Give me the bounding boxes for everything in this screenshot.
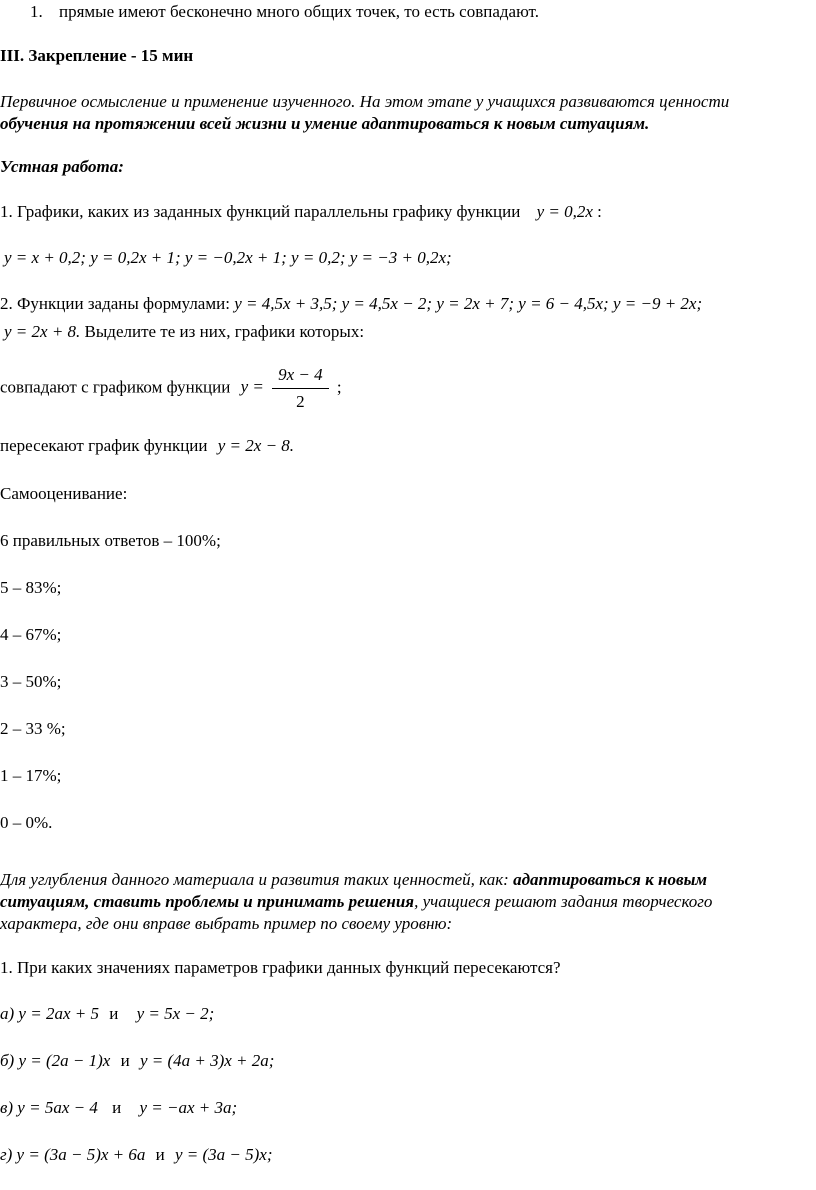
param-item-label: в) [0, 1098, 14, 1117]
task1-functions: y = x + 0,2; y = 0,2x + 1; y = −0,2x + 1; y = 0,2; y = −3 + 0,2x; [4, 248, 452, 267]
param-item [0, 1145, 273, 1165]
task1-formula: y = 0,2x [536, 202, 593, 221]
task2-formula-last: y = 2x + 8. [4, 322, 81, 341]
intro-paragraph-line1: Первичное осмысление и применение изученного. На этом этапе у учащихся развиваются ценности [0, 92, 730, 111]
deepening-line1 [0, 870, 707, 890]
task1-line [0, 202, 602, 222]
coincide-text: совпадают с графиком функции [0, 377, 235, 397]
self-assessment-item: 4 – 67%; [0, 625, 62, 644]
param-task: 1. При каких значениях параметров графики данных функций пересекаются? [0, 958, 561, 977]
intro-paragraph-line2: обучения на протяжении всей жизни и умение адаптироваться к новым ситуациям. [0, 114, 650, 133]
deepening-line2 [0, 892, 712, 912]
task2-line1 [0, 294, 702, 314]
task1-text: 1. Графики, каких из заданных функций параллельны графику функции [0, 202, 525, 221]
self-assessment-heading: Самооценивание: [0, 484, 128, 503]
fraction-numerator: 9x − 4 [272, 364, 329, 389]
param-item-and: и [155, 1145, 165, 1164]
param-item-f1: y = (2a − 1)x [18, 1051, 111, 1070]
task2-line2 [4, 322, 364, 342]
intersect-text: пересекают график функции [0, 436, 212, 455]
task1-end: : [597, 202, 602, 221]
self-assessment-item: 3 – 50%; [0, 672, 62, 691]
param-item-f1: y = (3a − 5)x + 6a [16, 1145, 146, 1164]
deepening-text: , учащиеся решают задания творческого [414, 892, 713, 911]
param-item-f2: y = −ax + 3a; [139, 1098, 238, 1117]
deepening-text: Для углубления данного материала и развития таких ценностей, как: [0, 870, 514, 889]
intro-item-text: прямые имеют бесконечно много общих точек, то есть совпадают. [59, 2, 539, 21]
param-item [0, 1051, 274, 1071]
param-item [0, 1004, 214, 1024]
param-item-f2: y = 5x − 2; [136, 1004, 215, 1023]
param-item-label: а) [0, 1004, 15, 1023]
coincide-fraction [272, 364, 329, 413]
deepening-bold: ситуациям, ставить проблемы и принимать решения [0, 892, 415, 911]
self-assessment-item: 0 – 0%. [0, 813, 53, 832]
self-assessment-item: 5 – 83%; [0, 578, 62, 597]
self-assessment-item: 1 – 17%; [0, 766, 62, 785]
coincide-line [0, 364, 342, 413]
intersect-line [0, 436, 294, 456]
oral-work-heading: Устная работа: [0, 157, 124, 176]
param-item-and: и [120, 1051, 130, 1070]
intersect-formula: y = 2x − 8. [217, 436, 295, 455]
section-heading: III. Закрепление - 15 мин [0, 46, 194, 65]
task2-formulas: y = 4,5x + 3,5; y = 4,5x − 2; y = 2x + 7; y = 6 − 4,5x; y = −9 + 2x; [234, 294, 703, 313]
fraction-denominator: 2 [296, 392, 305, 411]
task2-text: 2. Функции заданы формулами: [0, 294, 235, 313]
deepening-line3: характера, где они вправе выбрать пример по своему уровню: [0, 914, 453, 933]
param-item-label: б) [0, 1051, 15, 1070]
param-item-f1: y = 5ax − 4 [17, 1098, 98, 1117]
param-item-and: и [112, 1098, 122, 1117]
intro-list-item [30, 2, 539, 22]
param-item-label: г) [0, 1145, 13, 1164]
param-item-and: и [109, 1004, 119, 1023]
param-item-f2: y = (4a + 3)x + 2a; [139, 1051, 275, 1070]
task2-line2-text: Выделите те из них, графики которых: [84, 322, 365, 341]
self-assessment-item: 2 – 33 %; [0, 719, 66, 738]
intro-item-number: 1. [30, 2, 43, 21]
coincide-lhs: y = [240, 377, 264, 397]
param-item-f2: y = (3a − 5)x; [174, 1145, 273, 1164]
coincide-end: ; [336, 377, 342, 397]
param-item [0, 1098, 237, 1118]
self-assessment-item: 6 правильных ответов – 100%; [0, 531, 221, 550]
param-item-f1: y = 2ax + 5 [18, 1004, 99, 1023]
deepening-bold: адаптироваться к новым [513, 870, 708, 889]
